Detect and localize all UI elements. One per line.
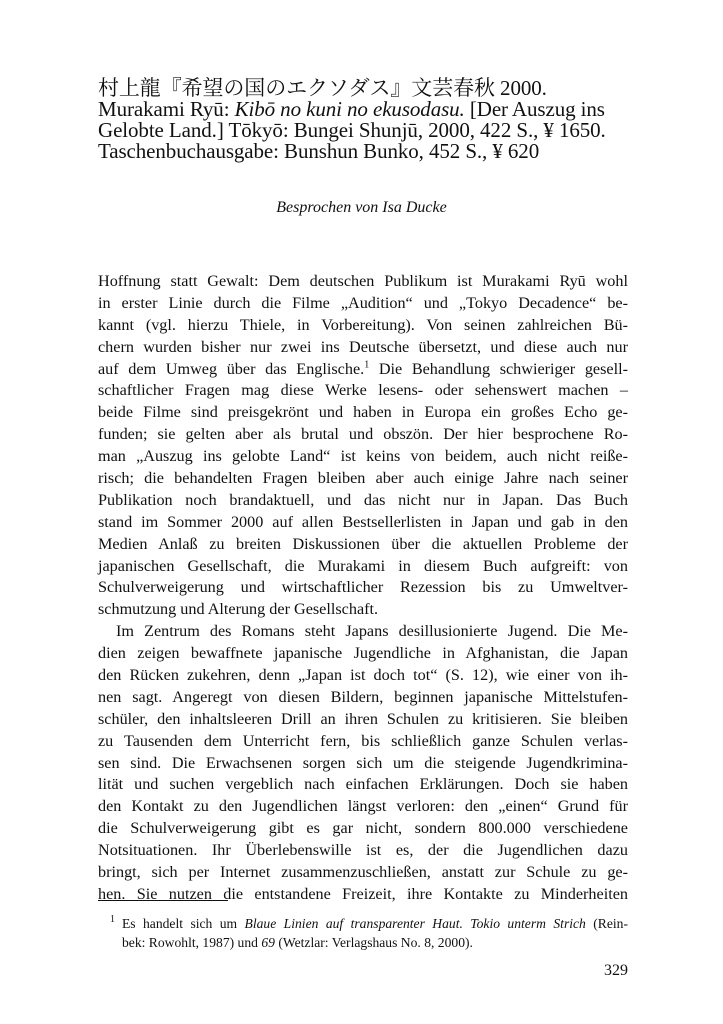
body-text: Die Behandlung schwieriger gesell- [369,359,628,378]
footnote-divider [98,900,228,901]
footnote [98,914,628,952]
footnote-book-title: 69 [261,935,275,950]
heading-japanese-title: 村上龍『希望の国のエクソダス』文芸春秋 2000. [98,76,547,100]
body-line: in erster Linie durch die Filme „Audition“ und „Tokyo Decadence“ be- [98,293,628,312]
footnote-marker[interactable]: 1 [364,359,370,371]
body-line: bringt, sich per Internet zusammenzuschließen, anstatt zur Schule zu ge- [98,863,628,882]
heading-romanized-title [98,99,638,120]
body-line: den Rücken zukehren, denn „Japan ist doch tot“ (S. 12), wie einer von ih- [98,666,628,685]
body-text: auf dem Umweg über das Englische. [98,359,365,378]
footnote-text: Es handelt sich um [122,916,245,931]
bibliographic-heading [98,78,638,162]
page-number: 329 [604,962,628,979]
heading-publisher: Gelobte Land.] Tōkyō: Bungei Shunjū, 2000, 422 S., ¥ 1650. [98,118,606,142]
body-line: Hoffnung statt Gewalt: Dem deutschen Publikum ist Murakami Ryū wohl [98,272,628,290]
footnote-number: 1 [110,914,115,925]
body-line: Medien Anlaß zu breiten Diskussionen über die aktuellen Probleme der [98,534,628,553]
footnote-text: (Wetzlar: Verlagshaus No. 8, 2000). [274,935,473,950]
heading-translation-start: [Der Auszug ins [464,97,605,121]
body-line: Notsituationen. Ihr Überlebenswille ist es, der die Jugendlichen dazu [98,841,628,860]
heading-title-italic: Kibō no kuni no ekusodasu. [234,97,465,121]
body-line: dien zeigen bewaffnete japanische Jugendliche in Afghanistan, die Japan [98,644,628,663]
body-line: japanischen Gesellschaft, die Murakami in diesem Buch aufgreift: von [98,556,628,575]
footnote-line [98,933,628,952]
body-line: lität und suchen vergeblich nach einfachen Erklärungen. Doch sie haben [98,775,628,794]
body-line: stand im Sommer 2000 auf allen Bestsellerlisten in Japan und gab in den [98,512,628,531]
footnote-line [98,914,628,933]
body-line: Schulverweigerung und wirtschaftlicher Rezession bis zu Umweltver- [98,578,628,597]
body-line: Im Zentrum des Romans steht Japans desillusionierte Jugend. Die Me- [116,622,628,641]
body-line: den Kontakt zu den Jugendlichen längst verloren: den „einen“ Grund für [98,797,628,816]
body-line: nen sagt. Angeregt von diesen Bildern, beginnen japanische Mittelstufen- [98,687,628,706]
body-line [98,359,628,381]
body-line: schüler, den inhaltsleeren Drill an ihren Schulen zu kritisieren. Sie bleiben [98,709,628,728]
body-line: zu Tausenden dem Unterricht fern, bis schließlich ganze Schulen verlas- [98,731,628,750]
reviewer-byline: Besprochen von Isa Ducke [276,199,447,216]
footnote-text: bek: Rowohlt, 1987) und [122,935,262,950]
body-line: schaftlicher Fragen mag diese Werke lesens- oder sehenswert machen – [98,381,628,400]
heading-paperback: Taschenbuchausgabe: Bunshun Bunko, 452 S., ¥ 620 [98,139,540,163]
body-line: hen. Sie nutzen die entstandene Freizeit, ihre Kontakte zu Minderheiten [98,884,628,903]
body-line: kannt (vgl. hierzu Thiele, in Vorbereitung). Von seinen zahlreichen Bü- [98,315,628,334]
body-line: beide Filme sind preisgekrönt und haben in Europa ein großes Echo ge- [98,403,628,422]
body-line: die Schulverweigerung gibt es gar nicht, sondern 800.000 verschiedene [98,819,628,838]
heading-author: Murakami Ryū: [98,97,235,121]
body-line: funden; sie gelten aber als brutal und obszön. Der hier besprochene Ro- [98,425,628,444]
body-line: Publikation noch brandaktuell, und das nicht nur in Japan. Das Buch [98,490,628,509]
body-line: schmutzung und Alterung der Gesellschaft. [98,600,379,619]
body-line: man „Auszug ins gelobte Land“ ist keins von beidem, auch nicht reiße- [98,447,628,466]
review-body [98,271,628,906]
footnote-book-title: Blaue Linien auf transparenter Haut. Tokio unterm Strich [244,916,586,931]
body-line: chern wurden bisher nur zwei ins Deutsche übersetzt, und diese auch nur [98,337,628,356]
footnote-text: (Rein- [585,916,628,931]
body-line: sen sind. Die Erwachsenen sorgen sich um die steigende Jugendkrimina- [98,753,628,772]
body-line: risch; die behandelten Fragen bleiben aber auch einige Jahre nach seiner [98,469,628,488]
